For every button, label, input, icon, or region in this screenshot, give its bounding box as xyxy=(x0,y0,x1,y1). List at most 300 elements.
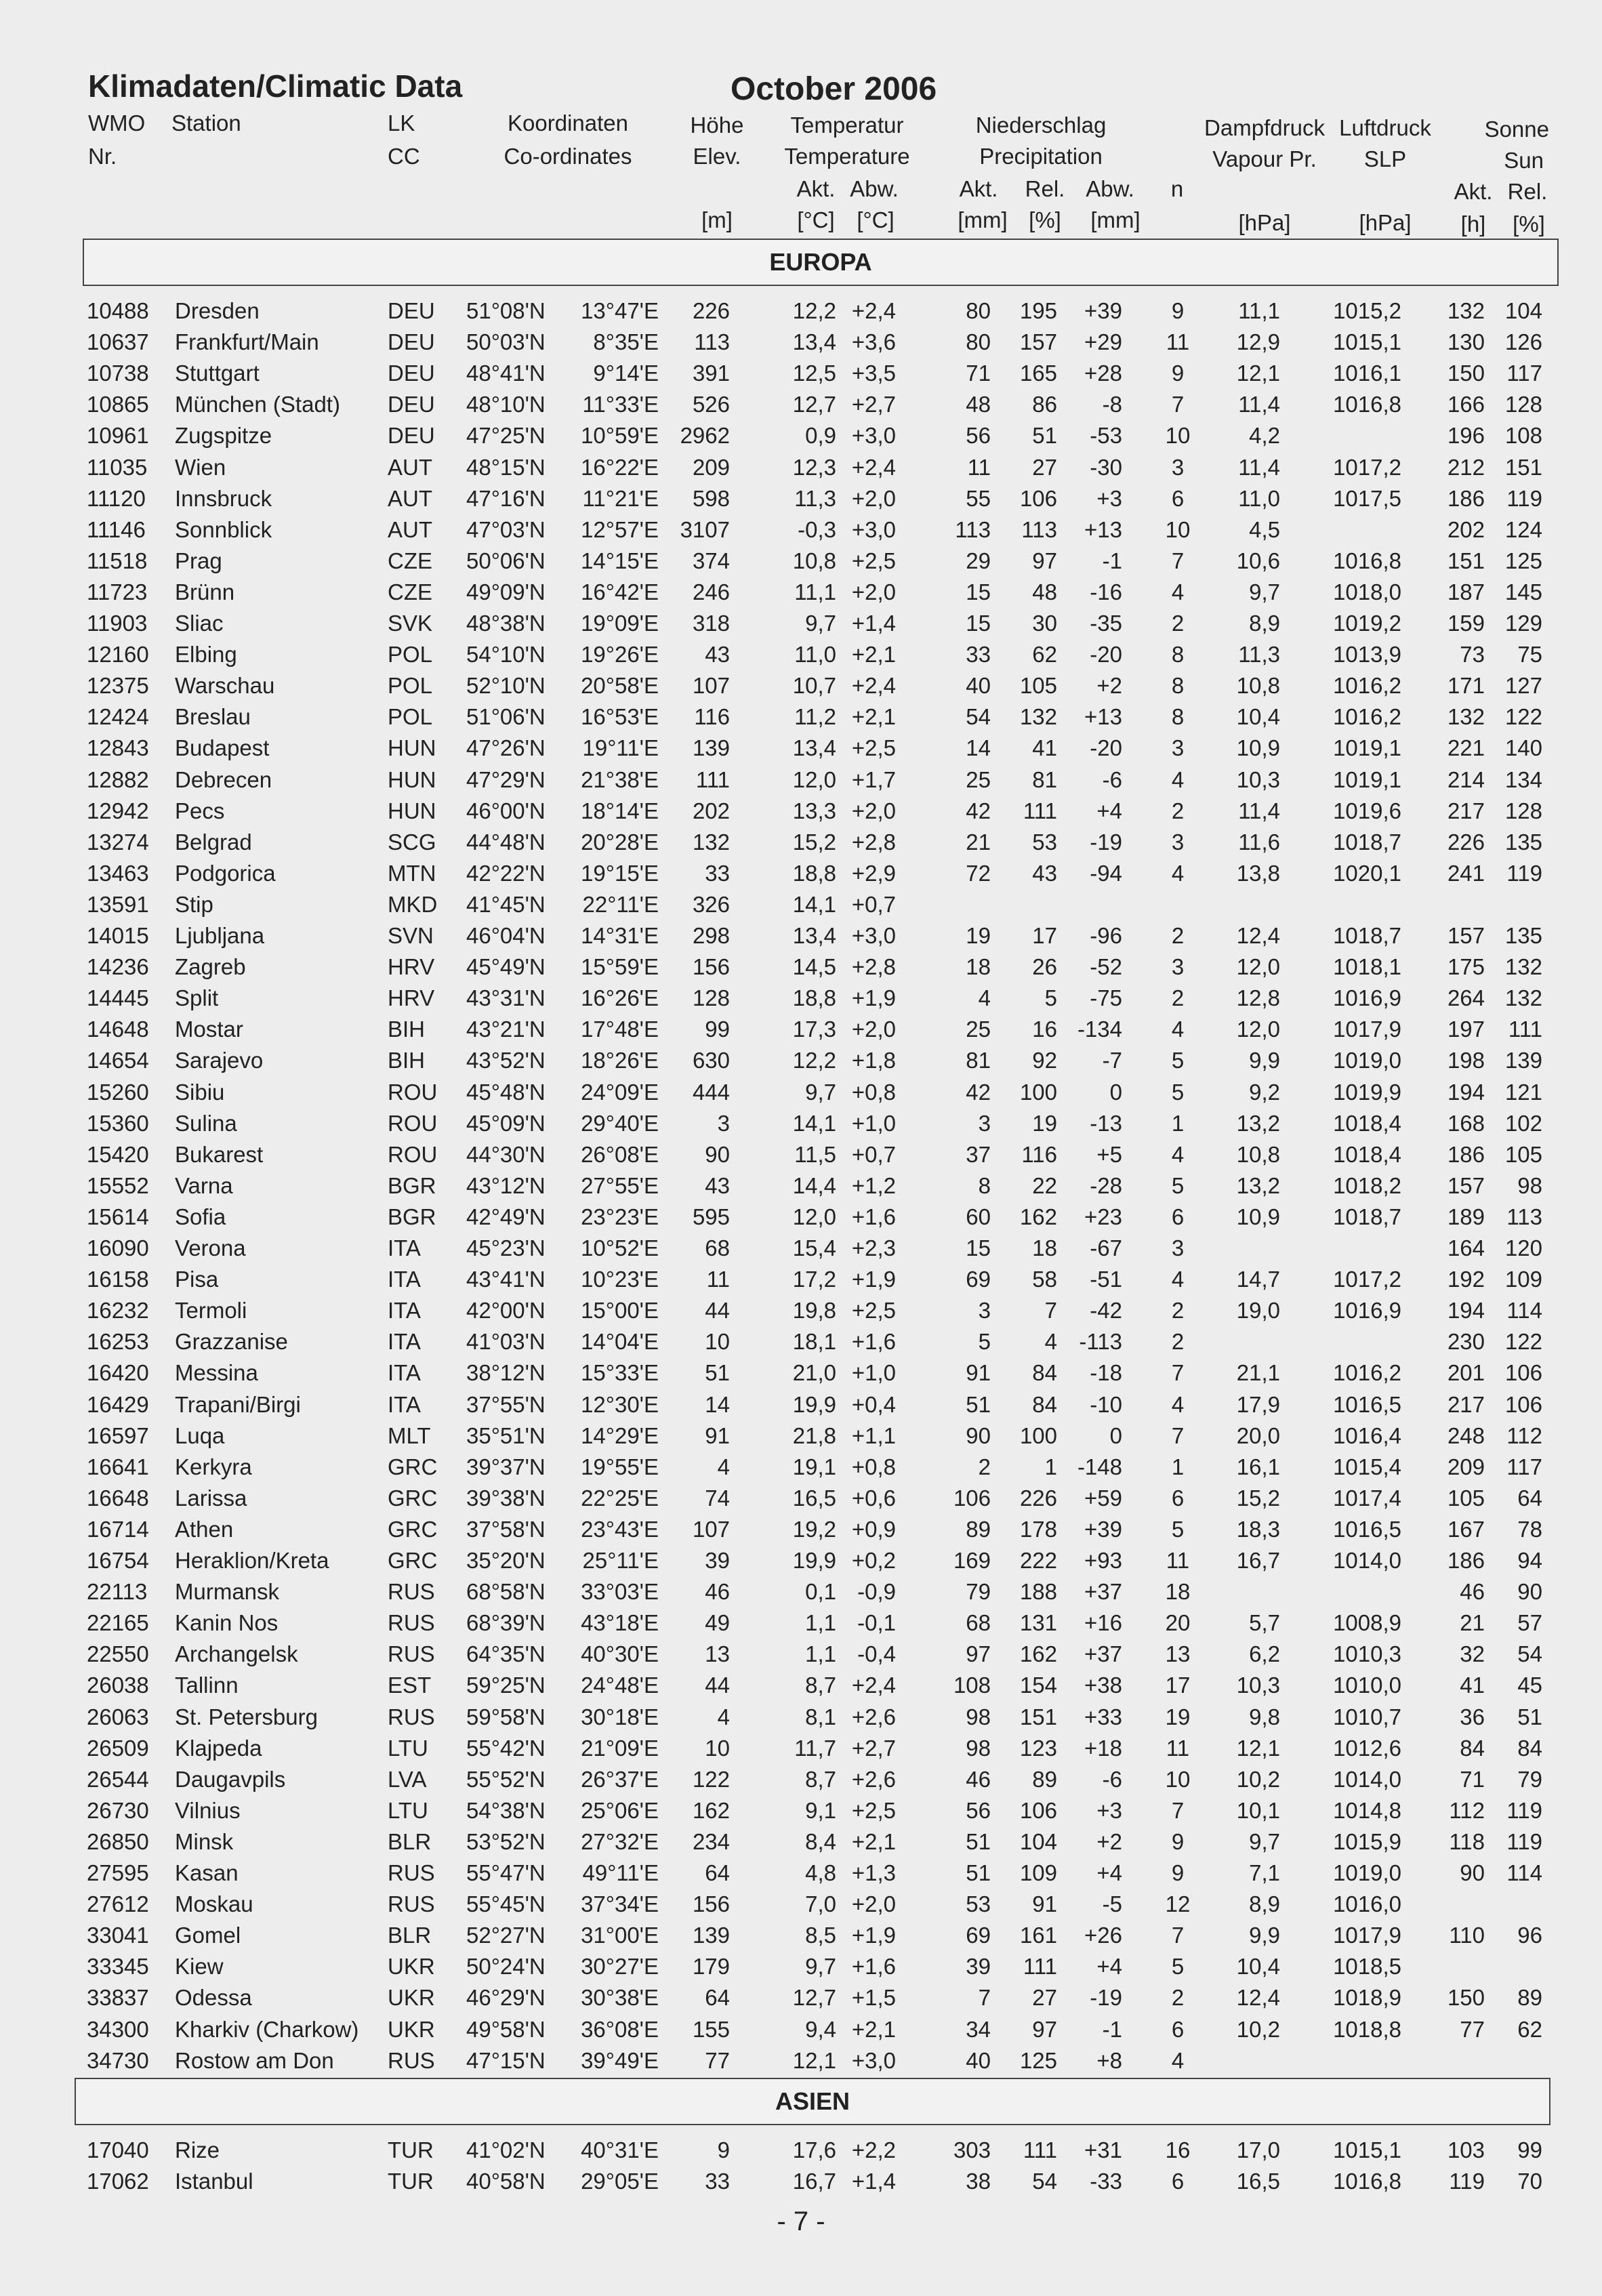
cell-vapour-pressure: 17,0 xyxy=(1236,2137,1280,2162)
cell-temp-deviation: +1,9 xyxy=(851,985,896,1011)
cell-vapour-pressure: 16,1 xyxy=(1236,1454,1280,1479)
header-temp-abw-unit: [°C] xyxy=(857,207,895,232)
cell-vapour-pressure: 10,6 xyxy=(1236,548,1280,573)
header-vapour: Dampfdruck xyxy=(1204,115,1325,140)
cell-country-code: RUS xyxy=(388,1579,435,1605)
cell-sun-relative: 62 xyxy=(1517,2016,1542,2042)
cell-longitude: 15°00'E xyxy=(581,1298,659,1324)
cell-sea-level-pressure: 1015,2 xyxy=(1333,298,1401,323)
header-sun-rel: Rel. xyxy=(1507,179,1548,204)
cell-wmo-nr: 15260 xyxy=(87,1079,149,1105)
cell-vapour-pressure: 10,1 xyxy=(1236,1797,1280,1823)
page-number: - 7 - xyxy=(777,2207,825,2236)
cell-precip-relative: 111 xyxy=(1023,798,1057,823)
table-row xyxy=(0,2135,1602,2166)
cell-vapour-pressure: 9,7 xyxy=(1249,579,1280,604)
header-precip-n: n xyxy=(1170,176,1184,201)
cell-precip-days: 2 xyxy=(1171,611,1185,636)
cell-station-name: Pecs xyxy=(175,798,225,823)
cell-country-code: AUT xyxy=(388,454,432,480)
cell-station-name: Elbing xyxy=(175,642,237,668)
table-row xyxy=(0,1264,1602,1295)
cell-sea-level-pressure: 1014,0 xyxy=(1333,1548,1401,1573)
cell-wmo-nr: 16597 xyxy=(87,1422,149,1448)
cell-precip-relative: 41 xyxy=(1032,735,1057,761)
cell-precip-days: 3 xyxy=(1171,454,1185,480)
cell-latitude: 47°25'N xyxy=(466,423,546,449)
header-sun-en: Sun xyxy=(1504,148,1544,173)
cell-temp-deviation: -0,9 xyxy=(857,1579,896,1605)
cell-precip-actual: 53 xyxy=(966,1891,991,1917)
cell-sun-hours: 119 xyxy=(1449,2169,1485,2194)
cell-precip-actual: 29 xyxy=(966,548,991,573)
cell-precip-deviation: +39 xyxy=(1084,298,1122,323)
cell-vapour-pressure: 8,9 xyxy=(1249,611,1280,636)
cell-precip-relative: 123 xyxy=(1019,1735,1057,1761)
cell-precip-days: 6 xyxy=(1171,485,1185,511)
cell-latitude: 44°48'N xyxy=(466,829,546,855)
month-title: October 2006 xyxy=(731,71,937,107)
cell-precip-relative: 111 xyxy=(1023,2137,1057,2162)
cell-station-name: Daugavpils xyxy=(175,1766,286,1792)
cell-elevation: 132 xyxy=(692,829,730,855)
cell-wmo-nr: 12375 xyxy=(87,673,149,699)
cell-wmo-nr: 16090 xyxy=(87,1235,149,1260)
cell-longitude: 9°14'E xyxy=(593,361,659,386)
cell-precip-deviation: -19 xyxy=(1090,1985,1122,2011)
table-row xyxy=(0,1202,1602,1233)
cell-sun-hours: 248 xyxy=(1447,1422,1485,1448)
cell-sea-level-pressure: 1010,3 xyxy=(1333,1641,1401,1667)
cell-station-name: Sofia xyxy=(175,1204,226,1229)
table-row xyxy=(0,1889,1602,1920)
cell-sun-relative: 127 xyxy=(1504,673,1542,699)
cell-precip-actual: 21 xyxy=(966,829,991,855)
cell-elevation: 13 xyxy=(705,1641,730,1667)
cell-country-code: MLT xyxy=(388,1422,431,1448)
cell-temp-deviation: -0,4 xyxy=(857,1641,896,1667)
header-vapour-en: Vapour Pr. xyxy=(1212,146,1317,171)
cell-sun-relative: 140 xyxy=(1504,735,1542,761)
cell-temp-deviation: +1,8 xyxy=(851,1048,896,1073)
cell-precip-actual: 81 xyxy=(966,1048,991,1073)
cell-station-name: Istanbul xyxy=(175,2169,253,2194)
cell-temp-actual: 8,5 xyxy=(805,1923,836,1948)
cell-temp-deviation: +1,6 xyxy=(851,1204,896,1229)
cell-longitude: 12°30'E xyxy=(581,1391,659,1417)
cell-sun-relative: 119 xyxy=(1506,485,1542,511)
cell-wmo-nr: 10637 xyxy=(87,329,149,355)
cell-country-code: BGR xyxy=(388,1172,436,1198)
cell-elevation: 630 xyxy=(692,1048,730,1073)
cell-vapour-pressure: 10,8 xyxy=(1236,1141,1280,1167)
cell-temp-actual: 19,9 xyxy=(792,1391,836,1417)
cell-sun-hours: 71 xyxy=(1460,1766,1485,1792)
cell-temp-deviation: +2,2 xyxy=(851,2137,896,2162)
cell-precip-deviation: -30 xyxy=(1090,454,1122,480)
cell-precip-deviation: -1 xyxy=(1102,548,1122,573)
cell-longitude: 14°31'E xyxy=(581,923,659,948)
cell-sun-hours: 168 xyxy=(1447,1110,1485,1136)
cell-station-name: Belgrad xyxy=(175,829,252,855)
cell-precip-relative: 5 xyxy=(1044,985,1057,1011)
cell-country-code: POL xyxy=(388,704,433,730)
cell-vapour-pressure: 10,4 xyxy=(1236,704,1280,730)
cell-latitude: 35°51'N xyxy=(466,1422,546,1448)
header-sun-akt-unit: [h] xyxy=(1460,211,1486,237)
cell-latitude: 47°15'N xyxy=(466,2047,546,2073)
cell-sun-hours: 186 xyxy=(1447,485,1485,511)
cell-sun-hours: 186 xyxy=(1447,1141,1485,1167)
cell-longitude: 30°18'E xyxy=(581,1704,659,1729)
cell-vapour-pressure: 11,0 xyxy=(1238,485,1280,511)
cell-sea-level-pressure: 1018,7 xyxy=(1333,1204,1401,1229)
header-precip-akt: Akt. xyxy=(959,176,998,201)
cell-elevation: 107 xyxy=(692,1516,730,1542)
cell-sun-hours: 132 xyxy=(1447,704,1485,730)
cell-precip-days: 6 xyxy=(1171,1204,1185,1229)
cell-temp-actual: 11,3 xyxy=(794,485,836,511)
cell-station-name: Breslau xyxy=(175,704,251,730)
cell-sea-level-pressure: 1020,1 xyxy=(1333,860,1401,886)
cell-country-code: RUS xyxy=(388,2047,435,2073)
cell-precip-actual: 48 xyxy=(966,392,991,417)
cell-precip-actual: 72 xyxy=(966,860,991,886)
cell-vapour-pressure: 11,3 xyxy=(1238,642,1280,668)
cell-sun-hours: 217 xyxy=(1447,1391,1485,1417)
cell-latitude: 50°03'N xyxy=(466,329,546,355)
cell-sun-relative: 106 xyxy=(1504,1391,1542,1417)
cell-temp-actual: 4,8 xyxy=(805,1860,836,1885)
cell-country-code: BGR xyxy=(388,1204,436,1229)
cell-station-name: Brünn xyxy=(175,579,235,604)
cell-longitude: 18°14'E xyxy=(581,798,659,823)
cell-precip-relative: 195 xyxy=(1019,298,1057,323)
cell-sun-hours: 241 xyxy=(1447,860,1485,886)
cell-sun-hours: 112 xyxy=(1449,1797,1485,1823)
cell-country-code: RUS xyxy=(388,1704,435,1729)
section-header-asien: ASIEN xyxy=(75,2078,1550,2125)
cell-sea-level-pressure: 1018,0 xyxy=(1333,579,1401,604)
cell-wmo-nr: 13274 xyxy=(87,829,149,855)
cell-wmo-nr: 16714 xyxy=(87,1516,149,1542)
page-title: Klimadaten/Climatic Data xyxy=(88,68,463,104)
cell-longitude: 10°23'E xyxy=(581,1267,659,1292)
cell-vapour-pressure: 16,7 xyxy=(1236,1548,1280,1573)
cell-station-name: Sarajevo xyxy=(175,1048,264,1073)
cell-sun-relative: 121 xyxy=(1504,1079,1542,1105)
cell-precip-days: 5 xyxy=(1171,1048,1185,1073)
cell-country-code: GRC xyxy=(388,1548,438,1573)
cell-wmo-nr: 16648 xyxy=(87,1485,149,1511)
cell-precip-actual: 34 xyxy=(966,2016,991,2042)
table-row xyxy=(0,1545,1602,1576)
cell-elevation: 156 xyxy=(692,1891,730,1917)
cell-precip-days: 4 xyxy=(1171,766,1185,792)
cell-temp-actual: 1,1 xyxy=(805,1641,836,1667)
cell-station-name: Moskau xyxy=(175,1891,253,1917)
cell-precip-days: 3 xyxy=(1171,954,1185,980)
header-sun: Sonne xyxy=(1484,117,1549,142)
cell-precip-deviation: +23 xyxy=(1084,1204,1122,1229)
table-row xyxy=(0,639,1602,670)
table-row xyxy=(0,670,1602,701)
cell-station-name: Varna xyxy=(175,1172,233,1198)
table-row xyxy=(0,796,1602,827)
cell-precip-actual: 15 xyxy=(966,579,991,604)
cell-precip-relative: 104 xyxy=(1019,1828,1057,1854)
cell-latitude: 42°00'N xyxy=(466,1298,546,1324)
cell-temp-actual: 9,4 xyxy=(805,2016,836,2042)
cell-sea-level-pressure: 1015,9 xyxy=(1333,1828,1401,1854)
cell-country-code: HUN xyxy=(388,766,436,792)
cell-sun-hours: 90 xyxy=(1460,1860,1485,1885)
cell-country-code: BLR xyxy=(388,1923,432,1948)
cell-vapour-pressure: 17,9 xyxy=(1236,1391,1280,1417)
cell-sun-relative: 78 xyxy=(1517,1516,1542,1542)
cell-precip-actual: 54 xyxy=(966,704,991,730)
header-elev: Elev. xyxy=(693,144,741,169)
cell-elevation: 3 xyxy=(717,1110,730,1136)
cell-country-code: RUS xyxy=(388,1891,435,1917)
table-row xyxy=(0,1295,1602,1326)
cell-latitude: 41°02'N xyxy=(466,2137,546,2162)
table-row xyxy=(0,1077,1602,1108)
cell-temp-deviation: +0,4 xyxy=(851,1391,896,1417)
cell-precip-deviation: 0 xyxy=(1109,1079,1122,1105)
cell-wmo-nr: 27595 xyxy=(87,1860,149,1885)
cell-vapour-pressure: 13,2 xyxy=(1236,1172,1280,1198)
cell-latitude: 54°10'N xyxy=(466,642,546,668)
cell-country-code: CZE xyxy=(388,579,432,604)
cell-temp-deviation: +2,5 xyxy=(851,1298,896,1324)
cell-elevation: 374 xyxy=(692,548,730,573)
cell-station-name: Murmansk xyxy=(175,1579,280,1605)
cell-precip-actual: 3 xyxy=(978,1110,991,1136)
cell-latitude: 52°10'N xyxy=(466,673,546,699)
cell-precip-deviation: -67 xyxy=(1090,1235,1122,1260)
cell-temp-actual: 9,1 xyxy=(805,1797,836,1823)
cell-country-code: GRC xyxy=(388,1485,438,1511)
cell-station-name: Split xyxy=(175,985,219,1011)
cell-sun-hours: 230 xyxy=(1447,1329,1485,1355)
cell-sea-level-pressure: 1014,0 xyxy=(1333,1766,1401,1792)
cell-sun-hours: 194 xyxy=(1447,1079,1485,1105)
cell-latitude: 45°23'N xyxy=(466,1235,546,1260)
cell-precip-deviation: +37 xyxy=(1084,1579,1122,1605)
cell-wmo-nr: 14648 xyxy=(87,1017,149,1042)
cell-country-code: GRC xyxy=(388,1454,438,1479)
cell-country-code: TUR xyxy=(388,2169,434,2194)
cell-sea-level-pressure: 1017,2 xyxy=(1333,1267,1401,1292)
cell-temp-deviation: +2,5 xyxy=(851,735,896,761)
cell-precip-days: 16 xyxy=(1165,2137,1191,2162)
cell-elevation: 64 xyxy=(705,1985,730,2011)
header-slp: Luftdruck xyxy=(1339,115,1431,140)
cell-temp-actual: 9,7 xyxy=(805,611,836,636)
cell-longitude: 19°11'E xyxy=(582,735,659,761)
cell-latitude: 64°35'N xyxy=(466,1641,546,1667)
cell-precip-relative: 151 xyxy=(1019,1704,1057,1729)
cell-precip-days: 2 xyxy=(1171,923,1185,948)
cell-elevation: 14 xyxy=(705,1391,730,1417)
cell-country-code: SVK xyxy=(388,611,433,636)
table-row xyxy=(0,1733,1602,1764)
cell-latitude: 50°24'N xyxy=(466,1954,546,1980)
cell-temp-deviation: +2,4 xyxy=(851,1673,896,1698)
cell-precip-deviation: -16 xyxy=(1090,579,1122,604)
cell-wmo-nr: 11120 xyxy=(87,485,146,511)
cell-longitude: 25°11'E xyxy=(582,1548,659,1573)
cell-country-code: ROU xyxy=(388,1110,438,1136)
cell-vapour-pressure: 11,4 xyxy=(1238,454,1280,480)
cell-precip-days: 1 xyxy=(1171,1110,1185,1136)
cell-precip-relative: 22 xyxy=(1032,1172,1057,1198)
cell-precip-deviation: +4 xyxy=(1096,798,1122,823)
cell-precip-actual: 51 xyxy=(966,1391,991,1417)
cell-precip-actual: 89 xyxy=(966,1516,991,1542)
cell-elevation: 10 xyxy=(705,1329,730,1355)
cell-country-code: DEU xyxy=(388,392,435,417)
table-row xyxy=(0,1483,1602,1514)
cell-temp-deviation: +2,0 xyxy=(851,579,896,604)
cell-wmo-nr: 12160 xyxy=(87,642,149,668)
cell-precip-actual: 98 xyxy=(966,1704,991,1729)
cell-country-code: LTU xyxy=(388,1797,428,1823)
cell-elevation: 99 xyxy=(705,1017,730,1042)
cell-temp-actual: 19,1 xyxy=(792,1454,836,1479)
cell-precip-actual: 97 xyxy=(966,1641,991,1667)
cell-vapour-pressure: 12,8 xyxy=(1236,985,1280,1011)
cell-vapour-pressure: 10,8 xyxy=(1236,673,1280,699)
cell-wmo-nr: 26038 xyxy=(87,1673,149,1698)
cell-latitude: 35°20'N xyxy=(466,1548,546,1573)
cell-sun-relative: 109 xyxy=(1504,1267,1542,1292)
cell-precip-relative: 188 xyxy=(1019,1579,1057,1605)
cell-sun-relative: 120 xyxy=(1504,1235,1542,1260)
cell-precip-relative: 113 xyxy=(1021,516,1057,542)
cell-temp-deviation: +0,9 xyxy=(851,1516,896,1542)
cell-country-code: DEU xyxy=(388,361,435,386)
cell-temp-actual: 12,2 xyxy=(792,298,836,323)
cell-longitude: 29°40'E xyxy=(581,1110,659,1136)
cell-temp-actual: 8,1 xyxy=(805,1704,836,1729)
cell-precip-relative: 92 xyxy=(1032,1048,1057,1073)
cell-precip-deviation: -13 xyxy=(1090,1110,1122,1136)
cell-precip-actual: 69 xyxy=(966,1923,991,1948)
cell-sun-hours: 46 xyxy=(1460,1579,1485,1605)
cell-precip-relative: 157 xyxy=(1019,329,1057,355)
cell-wmo-nr: 16754 xyxy=(87,1548,149,1573)
cell-latitude: 42°49'N xyxy=(466,1204,546,1229)
cell-precip-actual: 90 xyxy=(966,1422,991,1448)
cell-precip-actual: 108 xyxy=(953,1673,991,1698)
cell-latitude: 47°16'N xyxy=(466,485,546,511)
cell-sun-hours: 171 xyxy=(1447,673,1485,699)
cell-vapour-pressure: 20,0 xyxy=(1236,1422,1280,1448)
cell-precip-days: 17 xyxy=(1165,1673,1191,1698)
cell-precip-deviation: +3 xyxy=(1096,1797,1122,1823)
cell-latitude: 41°45'N xyxy=(466,891,546,917)
cell-temp-actual: 11,7 xyxy=(794,1735,836,1761)
cell-elevation: 209 xyxy=(692,454,730,480)
cell-sun-hours: 189 xyxy=(1447,1204,1485,1229)
cell-elevation: 162 xyxy=(692,1797,730,1823)
cell-precip-deviation: -51 xyxy=(1090,1267,1122,1292)
cell-temp-actual: 16,7 xyxy=(792,2169,836,2194)
cell-wmo-nr: 14236 xyxy=(87,954,149,980)
cell-precip-relative: 1 xyxy=(1044,1454,1057,1479)
cell-precip-days: 6 xyxy=(1171,2169,1185,2194)
cell-sun-relative: 119 xyxy=(1506,1828,1542,1854)
cell-latitude: 41°03'N xyxy=(466,1329,546,1355)
cell-precip-deviation: +33 xyxy=(1084,1704,1122,1729)
table-row xyxy=(0,1108,1602,1139)
cell-sun-relative: 114 xyxy=(1506,1860,1542,1885)
cell-sea-level-pressure: 1017,5 xyxy=(1333,485,1401,511)
cell-sea-level-pressure: 1015,1 xyxy=(1333,329,1401,355)
header-precip-abw-unit: [mm] xyxy=(1090,207,1141,232)
cell-longitude: 20°28'E xyxy=(581,829,659,855)
cell-temp-actual: -0,3 xyxy=(798,516,836,542)
cell-sun-relative: 99 xyxy=(1517,2137,1542,2162)
cell-latitude: 45°49'N xyxy=(466,954,546,980)
cell-precip-relative: 165 xyxy=(1019,361,1057,386)
cell-precip-days: 1 xyxy=(1171,1454,1185,1479)
cell-country-code: LTU xyxy=(388,1735,428,1761)
cell-vapour-pressure: 14,7 xyxy=(1236,1267,1280,1292)
cell-precip-days: 3 xyxy=(1171,735,1185,761)
cell-station-name: Dresden xyxy=(175,298,260,323)
cell-sea-level-pressure: 1016,8 xyxy=(1333,2169,1401,2194)
cell-precip-actual: 68 xyxy=(966,1610,991,1636)
cell-sea-level-pressure: 1010,7 xyxy=(1333,1704,1401,1729)
cell-sea-level-pressure: 1008,9 xyxy=(1333,1610,1401,1636)
cell-precip-deviation: +28 xyxy=(1084,361,1122,386)
cell-temp-actual: 14,1 xyxy=(792,891,836,917)
cell-precip-actual: 25 xyxy=(966,766,991,792)
cell-sun-hours: 192 xyxy=(1447,1267,1485,1292)
cell-latitude: 39°37'N xyxy=(466,1454,546,1479)
cell-latitude: 55°47'N xyxy=(466,1860,546,1885)
cell-temp-deviation: +3,0 xyxy=(851,2047,896,2073)
cell-temp-deviation: +2,4 xyxy=(851,454,896,480)
header-cc: CC xyxy=(388,144,420,169)
cell-sun-hours: 105 xyxy=(1447,1485,1485,1511)
cell-country-code: ITA xyxy=(388,1298,421,1324)
cell-elevation: 4 xyxy=(717,1704,730,1729)
cell-station-name: Innsbruck xyxy=(175,485,272,511)
cell-country-code: UKR xyxy=(388,2016,435,2042)
cell-longitude: 33°03'E xyxy=(581,1579,659,1605)
cell-longitude: 24°09'E xyxy=(581,1079,659,1105)
cell-vapour-pressure: 6,2 xyxy=(1249,1641,1280,1667)
cell-sun-hours: 186 xyxy=(1447,1548,1485,1573)
cell-wmo-nr: 16253 xyxy=(87,1329,149,1355)
cell-elevation: 391 xyxy=(692,361,730,386)
cell-sun-hours: 41 xyxy=(1460,1673,1485,1698)
cell-precip-relative: 17 xyxy=(1032,923,1057,948)
cell-precip-actual: 56 xyxy=(966,1797,991,1823)
cell-elevation: 33 xyxy=(705,2169,730,2194)
cell-sun-relative: 75 xyxy=(1517,642,1542,668)
cell-sun-hours: 84 xyxy=(1460,1735,1485,1761)
cell-sea-level-pressure: 1010,0 xyxy=(1333,1673,1401,1698)
table-row xyxy=(0,1702,1602,1733)
cell-sea-level-pressure: 1019,0 xyxy=(1333,1048,1401,1073)
cell-precip-actual: 2 xyxy=(978,1454,991,1479)
cell-sun-relative: 113 xyxy=(1506,1204,1542,1229)
